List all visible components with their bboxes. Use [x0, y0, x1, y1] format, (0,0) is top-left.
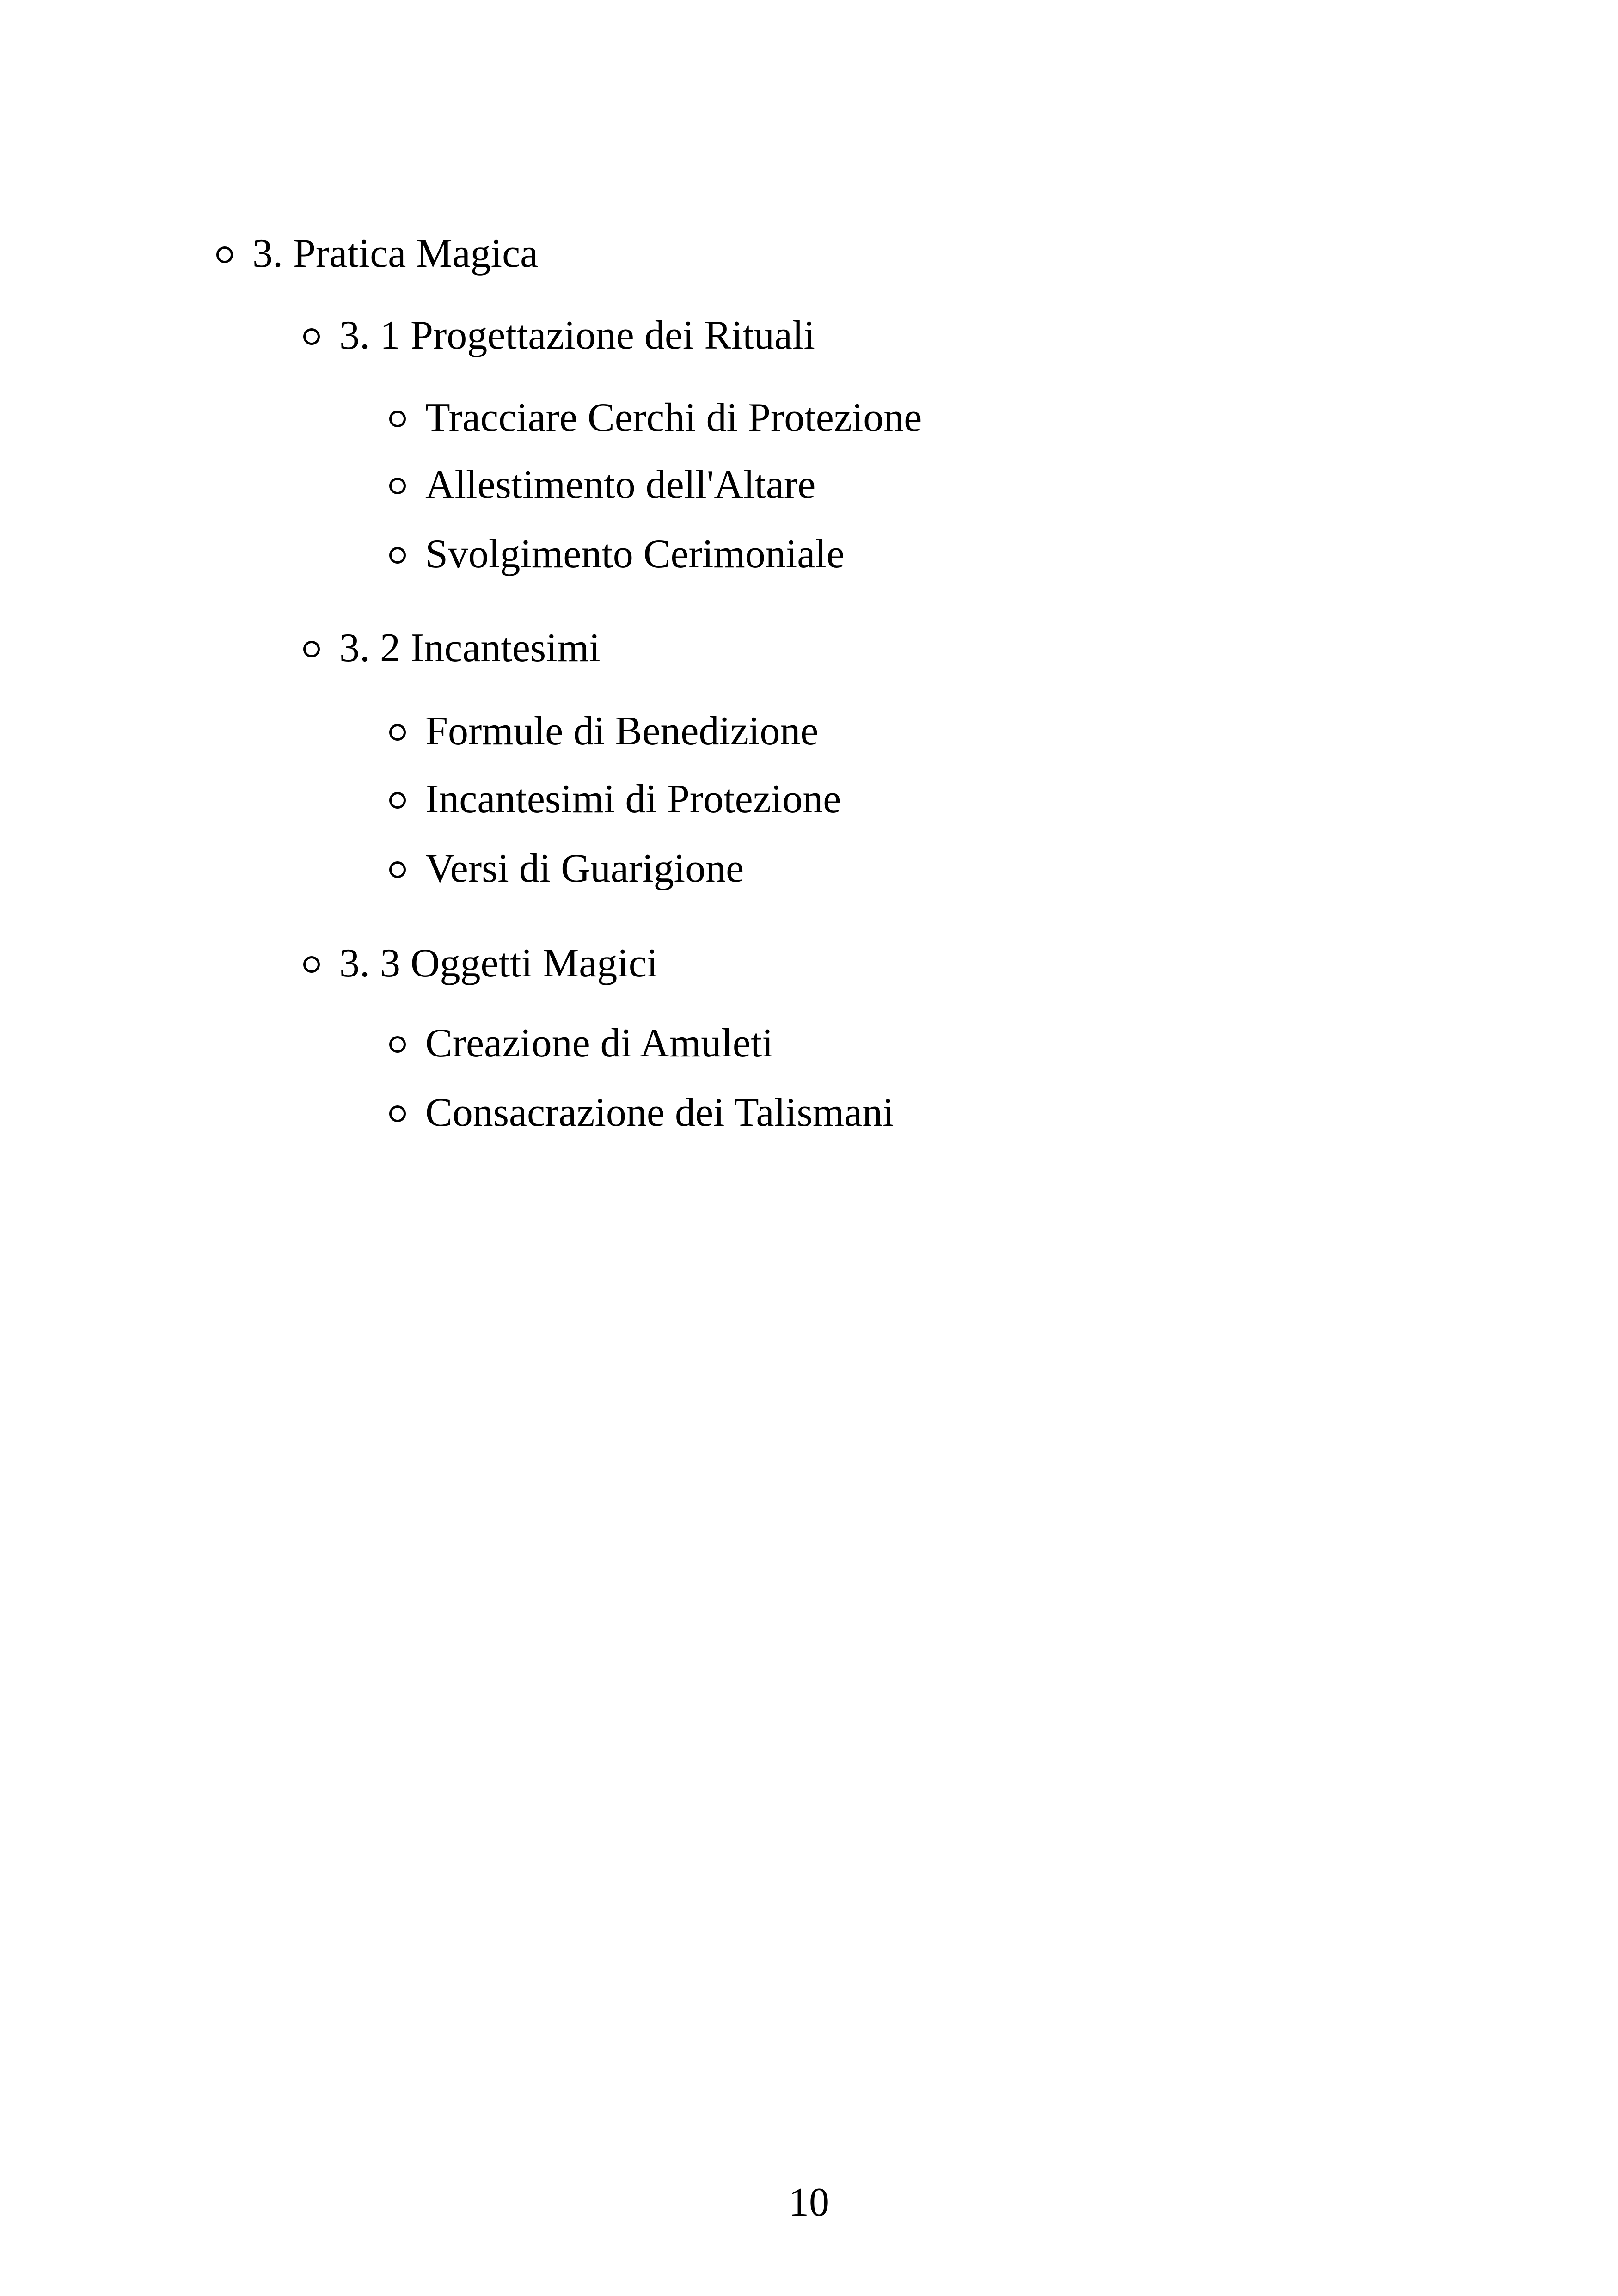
page-number: 10 [789, 2180, 829, 2225]
hollow-bullet-icon [389, 724, 406, 741]
outline-item [389, 711, 818, 752]
hollow-bullet-icon [389, 861, 406, 878]
hollow-bullet-icon [303, 328, 320, 345]
outline-item [389, 395, 922, 440]
hollow-bullet-icon [303, 956, 320, 973]
outline-item [389, 534, 845, 575]
hollow-bullet-icon [389, 411, 406, 427]
outline-item [389, 462, 816, 507]
item-label: Svolgimento Cerimoniale [425, 532, 845, 577]
hollow-bullet-icon [303, 641, 320, 657]
item-label: Incantesimi di Protezione [425, 777, 841, 822]
item-label: Tracciare Cerchi di Protezione [425, 395, 922, 440]
outline-section [303, 628, 601, 669]
hollow-bullet-icon [389, 1105, 406, 1122]
hollow-bullet-icon [389, 478, 406, 494]
item-label: Formule di Benedizione [425, 709, 819, 754]
chapter-label: 3. Pratica Magica [252, 231, 539, 276]
item-label: Versi di Guarigione [425, 846, 744, 891]
outline-section [303, 943, 658, 984]
item-label: Allestimento dell'Altare [425, 462, 816, 507]
section-label: 3. 2 Incantesimi [339, 626, 601, 670]
outline-item [389, 1023, 773, 1064]
outline-section [303, 315, 815, 356]
outline-item [389, 779, 841, 820]
outline-item [389, 1090, 894, 1135]
hollow-bullet-icon [389, 1036, 406, 1053]
section-label: 3. 1 Progettazione dei Rituali [339, 313, 815, 358]
hollow-bullet-icon [389, 792, 406, 809]
hollow-bullet-icon [216, 246, 233, 263]
item-label: Creazione di Amuleti [425, 1021, 773, 1066]
section-label: 3. 3 Oggetti Magici [339, 941, 658, 986]
item-label: Consacrazione dei Talismani [425, 1090, 894, 1135]
outline-chapter [216, 233, 538, 274]
outline-item [389, 848, 744, 889]
hollow-bullet-icon [389, 547, 406, 564]
